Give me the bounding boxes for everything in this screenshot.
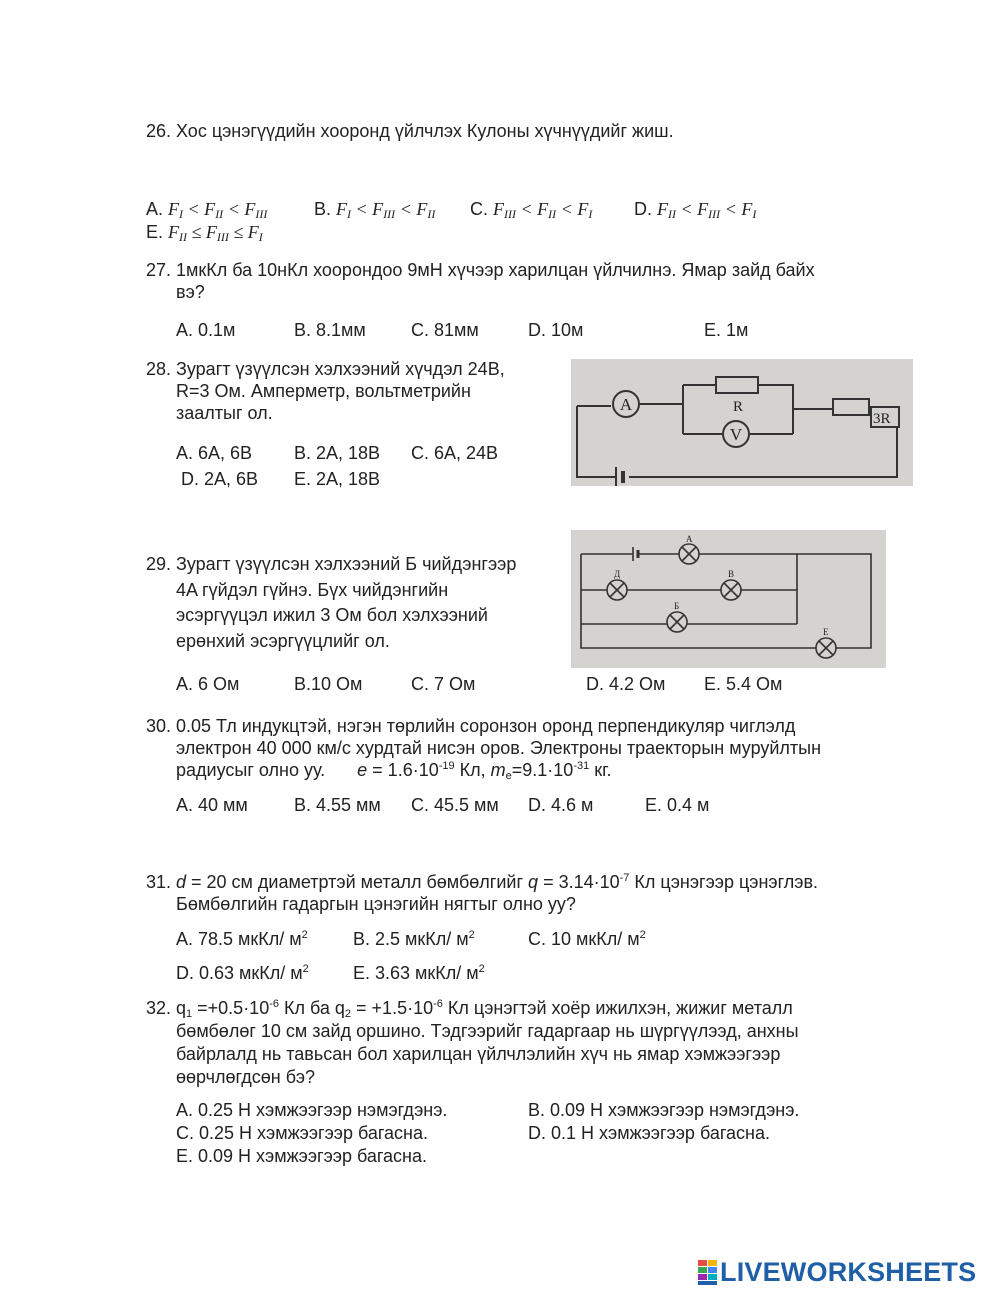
option-d[interactable]: D. 10м [528,320,584,340]
lamp-v-label: В [728,569,735,579]
question-number: 28. [146,359,172,379]
option-c[interactable]: C. 7 Ом [411,674,476,694]
question-number: 29. [146,554,172,574]
question-text: эсэргүүцэл ижил 3 Ом бол хэлхээний [176,605,488,625]
option-b[interactable]: B. 8.1мм [294,320,366,340]
option-c[interactable]: C. 6A, 24B [411,443,499,463]
option-c[interactable]: C. 0.25 Н хэмжээгээр багасна. [176,1123,428,1143]
question-number: 30. [146,716,172,736]
question-text: вэ? [176,282,205,302]
option-a[interactable]: A. 0.1м [176,320,236,340]
lamp-d-label: Д [614,569,621,579]
lamp-a-label: А [686,534,693,544]
question-text: d = 20 см диаметртэй металл бөмбөлгийг $q = 3.14\cdot 10^{-7}$ Кл цэнэгээр цэнэглэв. [176,872,819,892]
ammeter-label: A [619,395,633,414]
question-text: бөмбөлөг 10 см зайд оршино. Тэдгээрийг гадаргаар нь шүргүүлээд, анхны [176,1021,799,1041]
option-b[interactable]: B.10 Ом [294,674,363,694]
option-a[interactable]: A. 0.25 Н хэмжээгээр нэмэгдэнэ. [176,1100,448,1120]
question-number: 31. [146,872,172,892]
question-text: Зурагт үзүүлсэн хэлхээний хүчдэл 24В, [176,359,505,379]
question-text: 1мкКл ба 10нКл хоорондоо 9мН хүчээр харилцан үйлчилнэ. Ямар зайд байх [176,260,815,280]
question-text: 0.05 Тл индукцтэй, нэгэн төрлийн соронзон оронд перпендикуляр чиглэлд [176,716,796,736]
lamp-e-label: Е [823,627,829,637]
option-e[interactable]: E. 1м [704,320,749,340]
option-d[interactable]: D. 0.1 Н хэмжээгээр багасна. [528,1123,770,1143]
option-c[interactable]: C. 45.5 мм [411,795,499,815]
option-e[interactable]: E. FII ≤ FIII ≤ FI [146,222,263,244]
option-d[interactable]: D. 2A, 6B [181,469,259,489]
question-text: заалтыг ол. [176,403,273,423]
question-number: 27. [146,260,172,280]
circuit-diagram [571,359,913,486]
question-text: 4A гүйдэл гүйнэ. Бүх чийдэнгийн [176,580,449,600]
question-text: Бөмбөлгийн гадаргын цэнэгийн нягтыг олно уу? [176,894,576,914]
option-d[interactable]: D. 4.2 Ом [586,674,666,694]
question-text: радиусыг олно уу. $e = 1.6\cdot 10^{-19}$ Кл, $m_e=9.1\cdot 10^{-31}$ кг. [176,760,612,782]
circuit-figure-28 [571,359,913,486]
question-text: Зурагт үзүүлсэн хэлхээний Б чийдэнгээр [176,554,517,574]
logo-icon [698,1258,718,1286]
option-d[interactable]: D. 4.6 м [528,795,594,815]
option-b[interactable]: B. 4.55 мм [294,795,381,815]
option-a[interactable]: A. FI < FII < FIII [146,199,268,221]
question-text: Хос цэнэгүүдийн хооронд үйлчлэх Кулоны хүчнүүдийг жиш. [176,121,674,141]
option-b[interactable]: B. FI < FIII < FII [314,199,436,221]
option-a[interactable]: A. 6 Ом [176,674,240,694]
question-text: электрон 40 000 км/с хурдтай нисэн оров. Электроны траекторын муруйлтын [176,738,822,758]
circuit-diagram [571,530,886,668]
option-a[interactable]: A. 40 мм [176,795,248,815]
option-c[interactable]: C. FIII < FII < FI [470,199,593,221]
option-d[interactable]: D. 0.63 мкКл/ $м^2$ [176,963,309,983]
option-b[interactable]: B. 0.09 Н хэмжээгээр нэмэгдэнэ. [528,1100,800,1120]
voltmeter-label: V [729,425,743,444]
logo-text: LIVEWORKSHEETS [720,1257,977,1287]
option-c[interactable]: C. 81мм [411,320,479,340]
question-number: 26. [146,121,172,141]
resistor3-label: 3R [873,411,891,427]
circuit-figure-29 [571,530,886,668]
option-a[interactable]: A. 78.5 мкКл/ $м^2$ [176,929,308,949]
option-e[interactable]: E. 3.63 мкКл/ $м^2$ [353,963,485,983]
question-text: ерөнхий эсэргүүцлийг ол. [176,631,390,651]
resistor-label: R [733,399,744,415]
question-text: байрлалд нь тавьсан бол харилцан үйлчлэлийн хүч нь ямар хэмжээгээр [176,1044,781,1064]
option-d[interactable]: D. FII < FIII < FI [634,199,757,221]
question-number: 32. [146,998,172,1018]
option-e[interactable]: E. 2A, 18B [294,469,381,489]
option-b[interactable]: B. 2.5 мкКл/ $м^2$ [353,929,475,949]
question-text: $q_1 =+0.5\cdot 10^{-6}$ Кл ба $q_2 = +1.5\cdot 10^{-6}$ Кл цэнэгтэй хоёр ижилхэн, жижиг металл [176,998,793,1020]
lamp-b-label: Б [674,601,680,611]
option-e[interactable]: E. 0.4 м [645,795,710,815]
option-e[interactable]: E. 5.4 Ом [704,674,783,694]
option-b[interactable]: B. 2A, 18B [294,443,381,463]
option-e[interactable]: E. 0.09 Н хэмжээгээр багасна. [176,1146,427,1166]
option-a[interactable]: A. 6A, 6B [176,443,253,463]
question-text: R=3 Ом. Амперметр, вольтметрийн [176,381,471,401]
option-c[interactable]: C. 10 мкКл/ $м^2$ [528,929,646,949]
question-text: өөрчлөгдсөн бэ? [176,1067,316,1087]
